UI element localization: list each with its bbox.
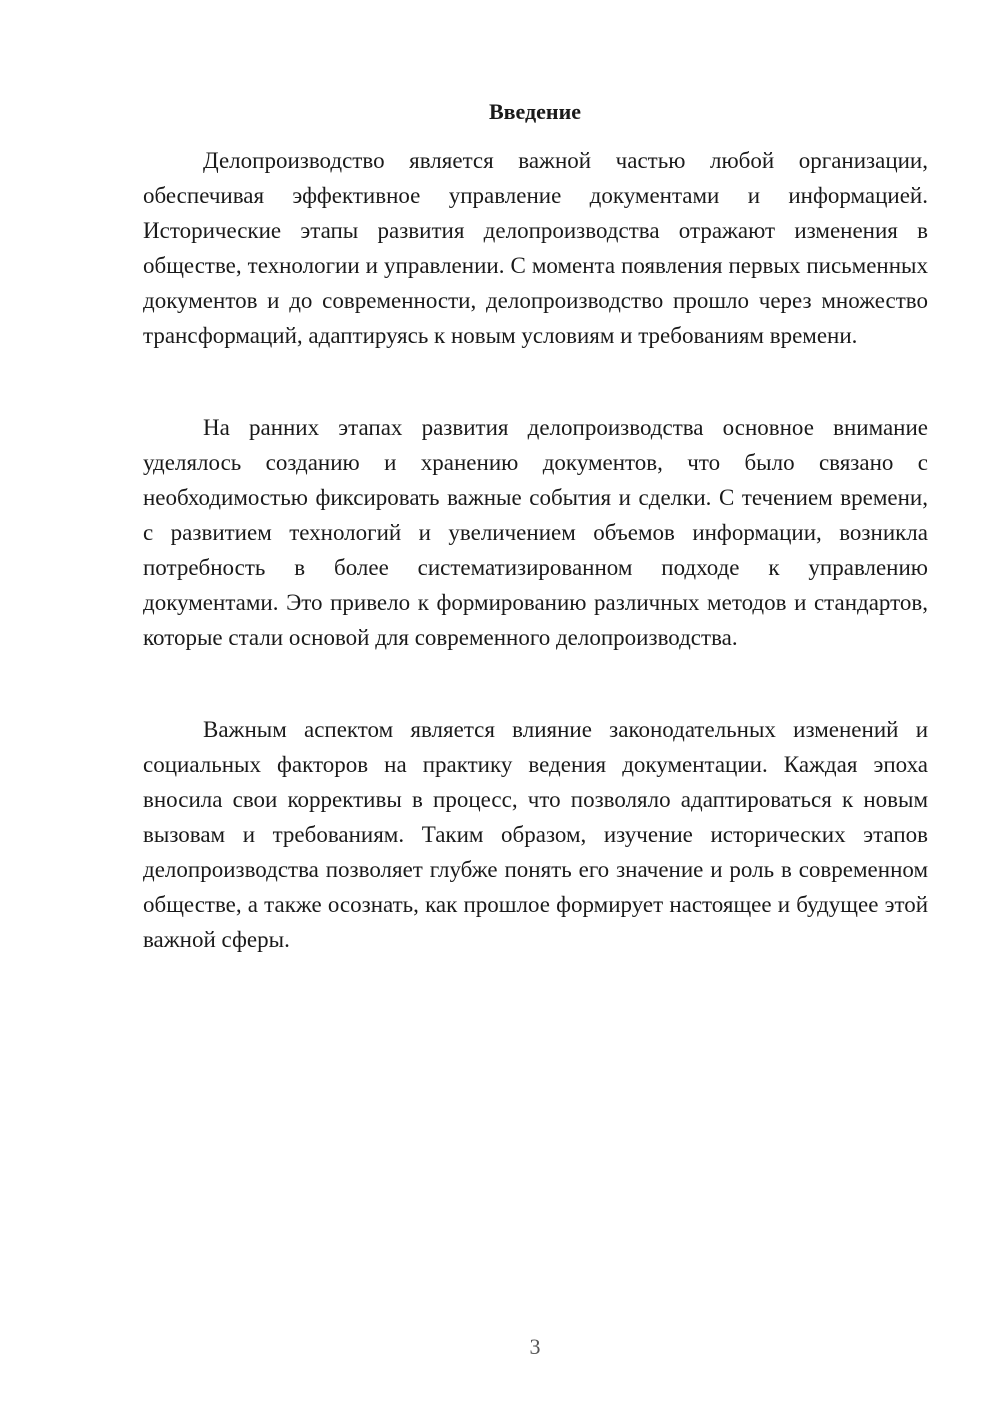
paragraph: Делопроизводство является важной частью любой организации, обеспечивая эффективное управление документами и информацией. Исторические этапы развития делопроизводства отражают изменения в обществе, технологии и управлении. С момента появления первых письменных документов и до современности, делопроизводство прошло через множество трансформаций, адаптируясь к новым условиям и требованиям времени.: [143, 148, 928, 348]
paragraph: На ранних этапах развития делопроизводства основное внимание уделялось созданию и хранению документов, что было связано с необходимостью фиксировать важные события и сделки. С течением времени, с развитием технологий и увеличением объемов информации, возникла потребность в более систематизированном подходе к управлению документами. Это привело к формированию различных методов и стандартов, которые стали основой для современного делопроизводства.: [143, 415, 928, 650]
section-title: Введение: [488, 99, 582, 124]
page-number: 3: [529, 1334, 541, 1359]
paragraph: Важным аспектом является влияние законодательных изменений и социальных факторов на практику ведения документации. Каждая эпоха вносила свои коррективы в процесс, что позволяло адаптироваться к новым вызовам и требованиям. Таким образом, изучение исторических этапов делопроизводства позволяет глубже понять его значение и роль в современном обществе, а также осознать, как прошлое формирует настоящее и будущее этой важной сферы.: [143, 717, 928, 952]
